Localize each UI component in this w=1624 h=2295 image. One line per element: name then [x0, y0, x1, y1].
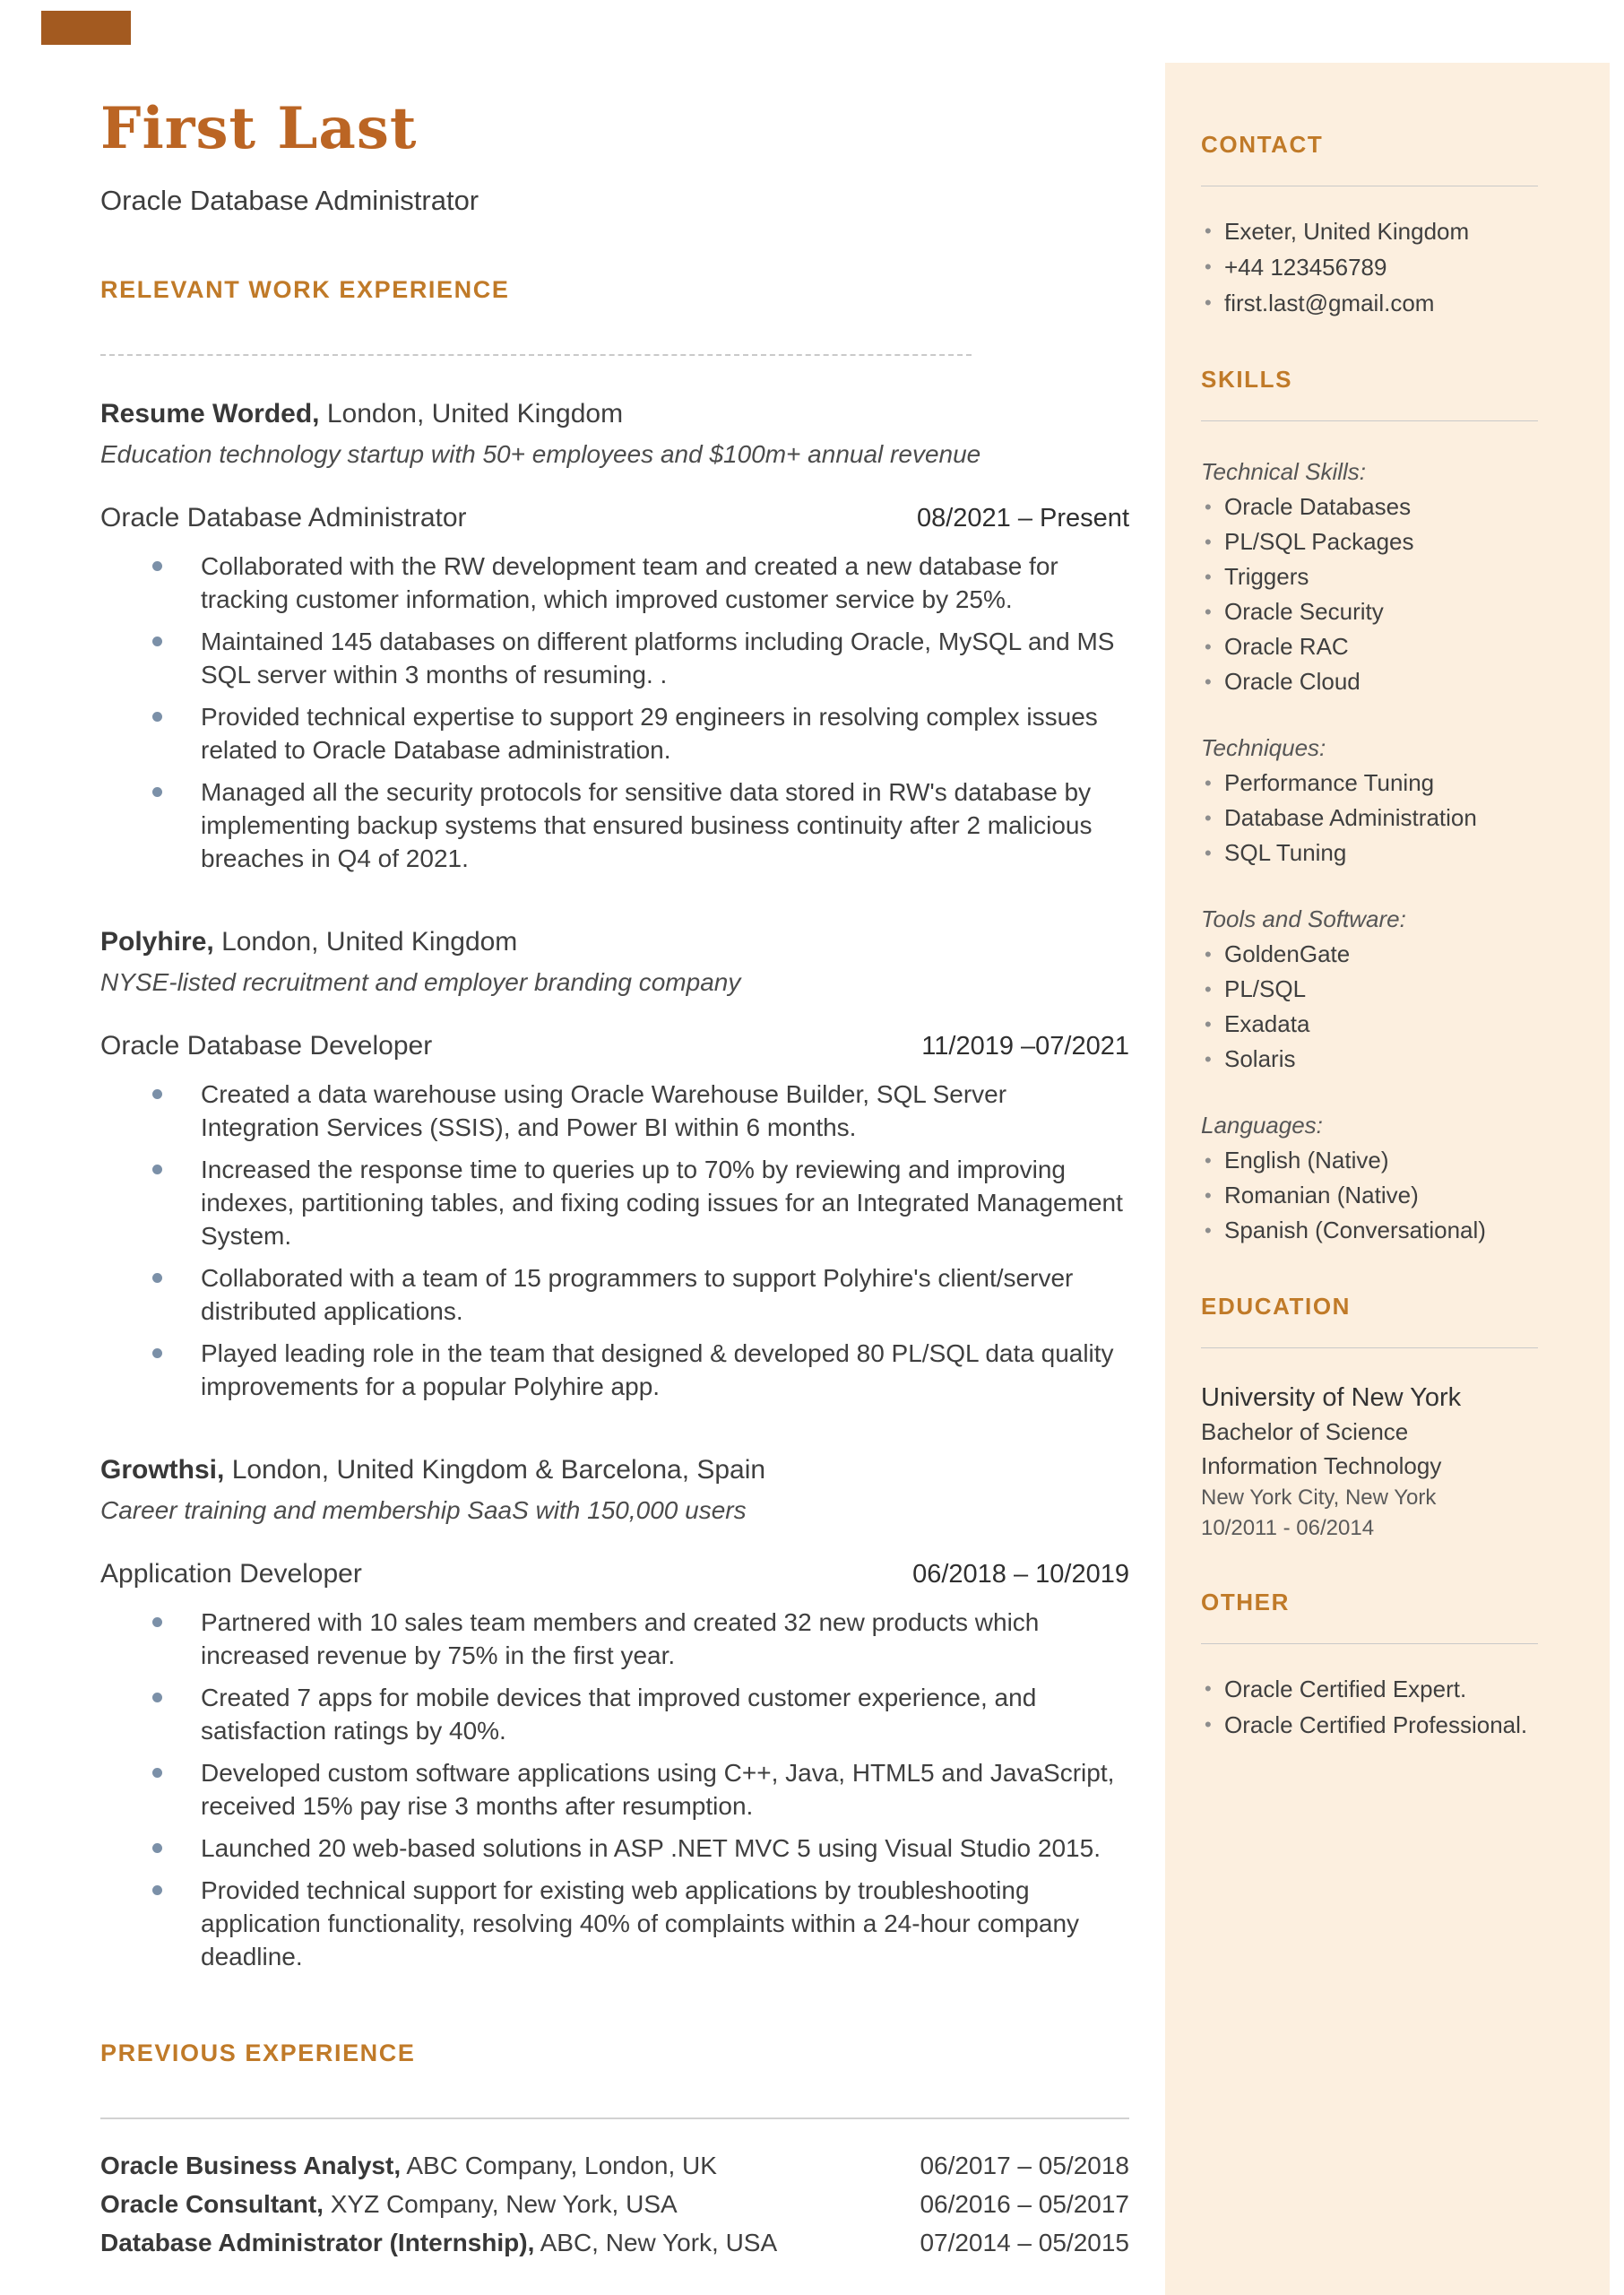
skill-item: • Oracle Cloud — [1201, 664, 1538, 699]
section-heading-work-experience: RELEVANT WORK EXPERIENCE — [100, 276, 510, 303]
person-job-title: Oracle Database Administrator — [100, 185, 479, 216]
company-tagline: Education technology startup with 50+ employees and $100m+ annual revenue — [100, 440, 981, 468]
previous-company: ABC Company, London, UK — [406, 2152, 717, 2179]
sidebar — [1165, 63, 1610, 2295]
previous-dates: 06/2017 – 05/2018 — [920, 2152, 1129, 2179]
skill-group-languages — [1201, 1107, 1538, 1248]
contact-heading: CONTACT — [1201, 131, 1324, 158]
sidebar-section-skills — [1201, 366, 1538, 1248]
skill-group-label: Techniques: — [1201, 734, 1326, 761]
skill-item: • SQL Tuning — [1201, 836, 1538, 870]
company-tagline: Career training and membership SaaS with 150,000 users — [100, 1496, 747, 1524]
other-list — [1201, 1671, 1538, 1743]
skill-list — [1201, 489, 1538, 699]
education-heading: EDUCATION — [1201, 1293, 1352, 1320]
sidebar-divider — [1201, 1347, 1538, 1348]
role-title: Oracle Database Administrator — [100, 503, 467, 533]
company-name: Polyhire, — [100, 927, 214, 957]
skill-item: • Spanish (Conversational) — [1201, 1213, 1538, 1248]
company-line — [100, 397, 1129, 431]
role-title: Oracle Database Developer — [100, 1031, 433, 1061]
job-entry-growthsi — [100, 1453, 1129, 1973]
previous-experience-row — [100, 2223, 1129, 2262]
company-location: London, United Kingdom — [326, 399, 624, 429]
previous-dates: 06/2016 – 05/2017 — [920, 2190, 1129, 2218]
company-location: London, United Kingdom — [221, 927, 518, 957]
skill-group-label: Languages: — [1201, 1112, 1323, 1139]
previous-company: XYZ Company, New York, USA — [330, 2190, 678, 2218]
divider-dashed — [100, 354, 972, 356]
previous-role: Oracle Consultant, — [100, 2190, 324, 2218]
education-location: New York City, New York — [1201, 1485, 1437, 1510]
bullet-item: Created 7 apps for mobile devices that improved customer experience, and satisfaction ratings by 40%. — [100, 1681, 1129, 1747]
skill-group-techniques — [1201, 730, 1538, 870]
previous-role-company — [100, 2223, 777, 2262]
section-heading-previous-experience: PREVIOUS EXPERIENCE — [100, 2040, 416, 2066]
bullet-item: Played leading role in the team that designed & developed 80 PL/SQL data quality improvements for a popular Polyhire app. — [100, 1337, 1129, 1403]
other-heading: OTHER — [1201, 1589, 1290, 1615]
certification-item: • Oracle Certified Professional. — [1201, 1707, 1538, 1743]
bullet-item: Developed custom software applications using C++, Java, HTML5 and JavaScript, received 15% pay rise 3 months after resumption. — [100, 1756, 1129, 1823]
skill-item: • Database Administration — [1201, 801, 1538, 836]
contact-email: • first.last@gmail.com — [1201, 285, 1538, 321]
education-field: Information Technology — [1201, 1452, 1442, 1479]
job-entry-resume-worded — [100, 397, 1129, 875]
role-line — [100, 1029, 1129, 1063]
skill-group-label: Tools and Software: — [1201, 905, 1406, 932]
skill-item: • Oracle Security — [1201, 594, 1538, 629]
bullet-item: Collaborated with the RW development team and created a new database for tracking customer information, which improved customer service by 25%. — [100, 550, 1129, 616]
previous-company: ABC, New York, USA — [540, 2229, 778, 2256]
bullet-item: Partnered with 10 sales team members and created 32 new products which increased revenue by 75% in the first year. — [100, 1606, 1129, 1672]
company-name: Resume Worded, — [100, 399, 320, 429]
skill-group-tools — [1201, 901, 1538, 1077]
role-line — [100, 501, 1129, 535]
education-entry — [1201, 1381, 1538, 1544]
skill-item: • Oracle RAC — [1201, 629, 1538, 664]
job-bullet-list — [100, 550, 1129, 875]
job-bullet-list — [100, 1078, 1129, 1403]
sidebar-divider — [1201, 1643, 1538, 1644]
skill-item: • PL/SQL — [1201, 972, 1538, 1007]
bullet-item: Launched 20 web-based solutions in ASP .NET MVC 5 using Visual Studio 2015. — [100, 1832, 1129, 1865]
previous-experience-row — [100, 2146, 1129, 2185]
contact-phone: • +44 123456789 — [1201, 249, 1538, 285]
skill-list — [1201, 937, 1538, 1077]
certification-item: • Oracle Certified Expert. — [1201, 1671, 1538, 1707]
skill-item: • PL/SQL Packages — [1201, 524, 1538, 559]
contact-list — [1201, 213, 1538, 321]
previous-experience-row — [100, 2185, 1129, 2223]
role-line — [100, 1557, 1129, 1591]
bullet-item: Increased the response time to queries up to 70% by reviewing and improving indexes, partitioning tables, and fixing coding issues for an Integrated Management System. — [100, 1153, 1129, 1252]
previous-experience-list — [100, 2146, 1129, 2262]
skill-item: • Performance Tuning — [1201, 766, 1538, 801]
skill-item: • Romanian (Native) — [1201, 1178, 1538, 1213]
skill-item: • Oracle Databases — [1201, 489, 1538, 524]
divider-solid — [100, 2117, 1129, 2119]
previous-dates: 07/2014 – 05/2015 — [920, 2229, 1129, 2256]
skill-item: • English (Native) — [1201, 1143, 1538, 1178]
sidebar-section-contact — [1201, 131, 1538, 321]
bullet-item: Collaborated with a team of 15 programmers to support Polyhire's client/server distributed applications. — [100, 1261, 1129, 1328]
sidebar-divider — [1201, 420, 1538, 421]
role-dates: 08/2021 – Present — [916, 504, 1129, 533]
role-dates: 06/2018 – 10/2019 — [912, 1560, 1129, 1589]
sidebar-section-education — [1201, 1293, 1538, 1544]
sidebar-section-other — [1201, 1589, 1538, 1743]
company-tagline: NYSE-listed recruitment and employer branding company — [100, 968, 741, 996]
previous-role: Database Administrator (Internship), — [100, 2229, 535, 2256]
education-degree: Bachelor of Science — [1201, 1418, 1409, 1445]
skill-item: • Triggers — [1201, 559, 1538, 594]
skill-group-label: Technical Skills: — [1201, 458, 1367, 485]
skill-list — [1201, 766, 1538, 870]
skill-item: • GoldenGate — [1201, 937, 1538, 972]
resume-main-column — [100, 0, 1129, 2262]
previous-role-company — [100, 2146, 717, 2185]
company-location: London, United Kingdom & Barcelona, Spain — [231, 1455, 766, 1485]
company-name: Growthsi, — [100, 1455, 225, 1485]
skill-list — [1201, 1143, 1538, 1248]
company-line — [100, 925, 1129, 959]
job-entry-polyhire — [100, 925, 1129, 1403]
education-dates: 10/2011 - 06/2014 — [1201, 1516, 1375, 1540]
bullet-item: Maintained 145 databases on different platforms including Oracle, MySQL and MS SQL server within 3 months of resuming. . — [100, 625, 1129, 691]
role-title: Application Developer — [100, 1559, 362, 1589]
bullet-item: Provided technical support for existing web applications by troubleshooting application functionality, resolving 40% of complaints within a 24-hour company deadline. — [100, 1874, 1129, 1973]
skills-heading: SKILLS — [1201, 366, 1293, 393]
contact-location: • Exeter, United Kingdom — [1201, 213, 1538, 249]
role-dates: 11/2019 –07/2021 — [921, 1032, 1129, 1061]
skill-group-technical — [1201, 454, 1538, 699]
bullet-item: Created a data warehouse using Oracle Warehouse Builder, SQL Server Integration Services (SSIS), and Power BI within 6 months. — [100, 1078, 1129, 1144]
skill-item: • Solaris — [1201, 1042, 1538, 1077]
bullet-item: Managed all the security protocols for sensitive data stored in RW's database by implementing backup systems that ensured business continuity after 2 malicious breaches in Q4 of 2021. — [100, 775, 1129, 875]
previous-role: Oracle Business Analyst, — [100, 2152, 402, 2179]
job-bullet-list — [100, 1606, 1129, 1973]
previous-role-company — [100, 2185, 678, 2223]
person-name: First Last — [100, 95, 418, 162]
skill-item: • Exadata — [1201, 1007, 1538, 1042]
bullet-item: Provided technical expertise to support 29 engineers in resolving complex issues related to Oracle Database administration. — [100, 700, 1129, 766]
company-line — [100, 1453, 1129, 1487]
education-school: University of New York — [1201, 1383, 1462, 1412]
